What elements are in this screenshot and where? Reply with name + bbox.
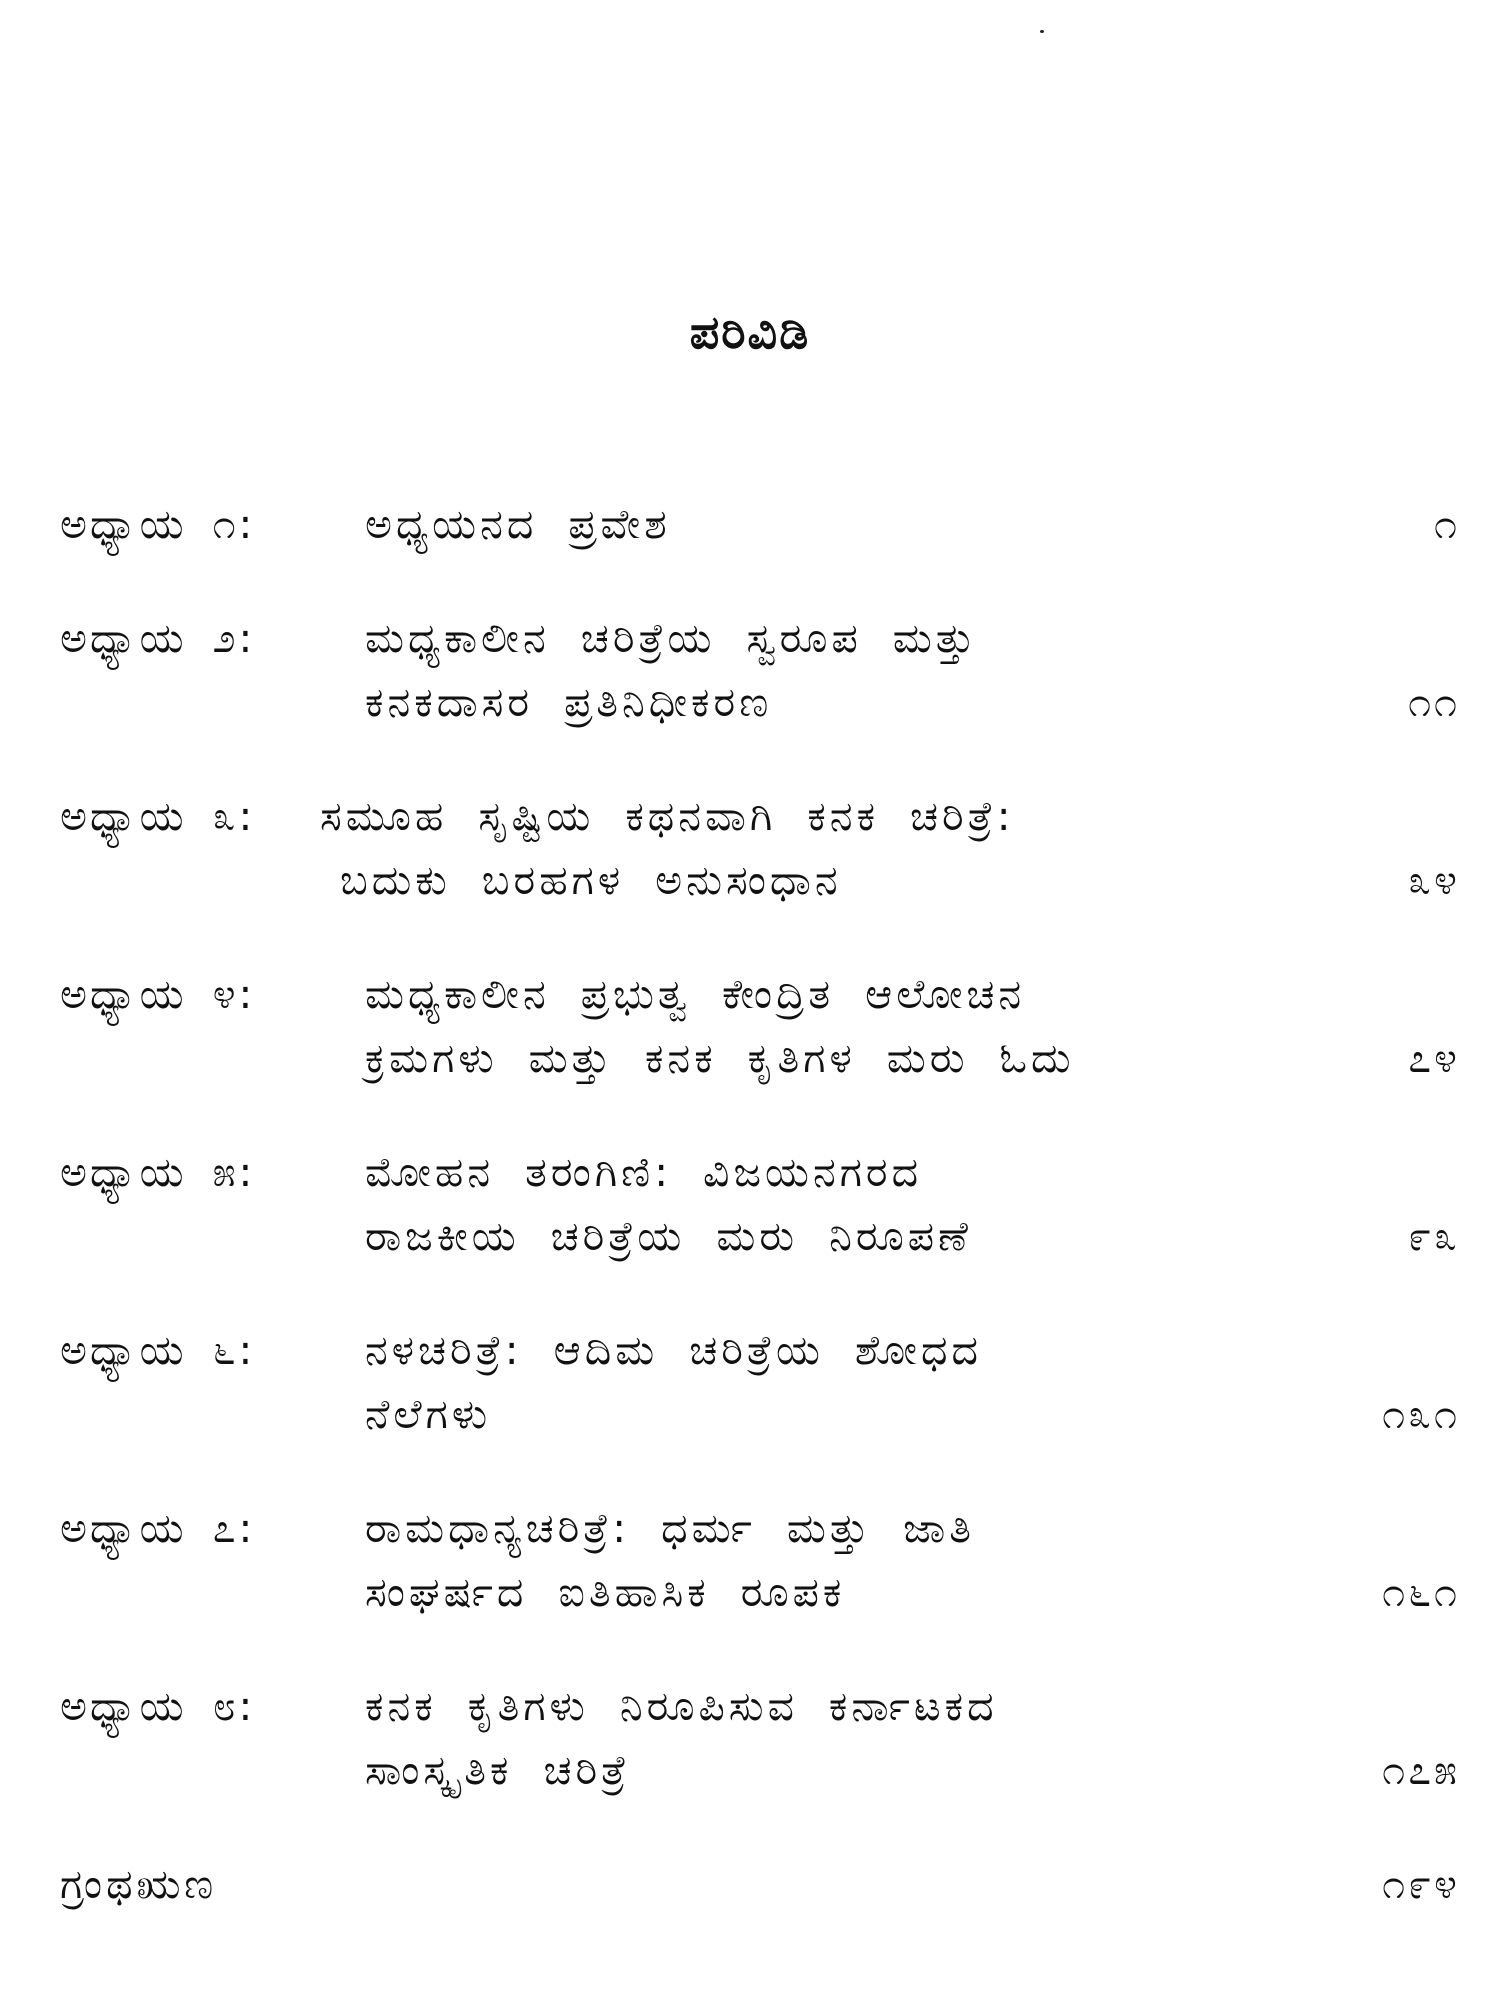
chapter-label: ಅಧ್ಯಾಯ ೭:	[60, 1504, 256, 1552]
chapter-label: ಅಧ್ಯಾಯ ೧:	[60, 500, 256, 548]
toc-entry	[60, 1504, 1460, 1632]
chapter-label: ಅಧ್ಯಾಯ ೪:	[60, 970, 256, 1018]
chapter-title-continued: ಬದುಕು ಬರಹಗಳ ಅನುಸಂಧಾನ	[340, 856, 842, 904]
page-number: ೯೩	[1408, 1212, 1460, 1260]
table-of-contents	[60, 500, 1460, 1974]
chapter-label: ಅಧ್ಯಾಯ ೬:	[60, 1326, 256, 1374]
toc-entry	[60, 1326, 1460, 1454]
page-number: ೧೧	[1408, 678, 1460, 726]
chapter-title-continued: ಕ್ರಮಗಳು ಮತ್ತು ಕನಕ ಕೃತಿಗಳ ಮರು ಓದು	[365, 1034, 1075, 1082]
toc-line	[60, 1504, 1460, 1568]
chapter-title: ಮಧ್ಯಕಾಲೀನ ಚರಿತ್ರೆಯ ಸ್ವರೂಪ ಮತ್ತು	[365, 614, 979, 662]
toc-entry	[60, 1682, 1460, 1810]
page-number: ೭೪	[1408, 1034, 1460, 1082]
chapter-title: ಮೋಹನ ತರಂಗಿಣಿ: ವಿಜಯನಗರದ	[365, 1148, 923, 1196]
toc-line	[60, 1148, 1460, 1212]
toc-line	[60, 1746, 1460, 1810]
chapter-label: ಅಧ್ಯಾಯ ೫:	[60, 1148, 256, 1196]
chapter-title: ಕನಕ ಕೃತಿಗಳು ನಿರೂಪಿಸುವ ಕರ್ನಾಟಕದ	[365, 1682, 998, 1730]
page-number: ೧೭೫	[1382, 1746, 1460, 1794]
toc-line	[60, 614, 1460, 678]
toc-entry	[60, 970, 1460, 1098]
chapter-title-continued: ಸಾಂಸ್ಕೃತಿಕ ಚರಿತ್ರೆ	[365, 1746, 631, 1794]
chapter-title-continued: ಕನಕದಾಸರ ಪ್ರತಿನಿಧೀಕರಣ	[365, 678, 773, 726]
bibliography-label: ಗ್ರಂಥಋಣ	[60, 1860, 218, 1908]
scan-speck	[1040, 30, 1044, 33]
chapter-title: ರಾಮಧಾನ್ಯಚರಿತ್ರೆ: ಧರ್ಮ ಮತ್ತು ಜಾತಿ	[365, 1504, 975, 1552]
chapter-label: ಅಧ್ಯಾಯ ೩:	[60, 792, 256, 840]
chapter-label: ಅಧ್ಯಾಯ ೨:	[60, 614, 256, 662]
toc-entry	[60, 1148, 1460, 1276]
page-number: ೩೪	[1408, 856, 1460, 904]
chapter-title: ಅಧ್ಯಯನದ ಪ್ರವೇಶ	[365, 500, 671, 548]
page-number: ೧೩೧	[1382, 1390, 1460, 1438]
toc-entry	[60, 792, 1460, 920]
toc-line	[60, 678, 1460, 742]
toc-line	[60, 1034, 1460, 1098]
page-number: ೧೯೪	[1382, 1860, 1460, 1908]
toc-line	[60, 792, 1460, 856]
toc-line	[60, 1390, 1460, 1454]
chapter-title-continued: ಸಂಘರ್ಷದ ಐತಿಹಾಸಿಕ ರೂಪಕ	[365, 1568, 846, 1616]
toc-line	[60, 856, 1460, 920]
chapter-title: ಮಧ್ಯಕಾಲೀನ ಪ್ರಭುತ್ವ ಕೇಂದ್ರಿತ ಆಲೋಚನ	[365, 970, 1026, 1018]
toc-entry	[60, 614, 1460, 742]
toc-line	[60, 970, 1460, 1034]
chapter-title: ನಳಚರಿತ್ರೆ: ಆದಿಮ ಚರಿತ್ರೆಯ ಶೋಧದ	[365, 1326, 982, 1374]
toc-line	[60, 500, 1460, 564]
chapter-title-continued: ನೆಲೆಗಳು	[365, 1390, 492, 1438]
chapter-label: ಅಧ್ಯಾಯ ೮:	[60, 1682, 256, 1730]
chapter-title-continued: ರಾಜಕೀಯ ಚರಿತ್ರೆಯ ಮರು ನಿರೂಪಣೆ	[365, 1212, 972, 1260]
toc-line	[60, 1212, 1460, 1276]
toc-line	[60, 1568, 1460, 1632]
chapter-title: ಸಮೂಹ ಸೃಷ್ಟಿಯ ಕಥನವಾಗಿ ಕನಕ ಚರಿತ್ರೆ:	[320, 792, 1015, 840]
toc-line	[60, 1326, 1460, 1390]
page-title: ಪರಿವಿಡಿ	[689, 305, 811, 359]
toc-entry	[60, 500, 1460, 564]
page-number: ೧೬೧	[1382, 1568, 1460, 1616]
toc-line	[60, 1682, 1460, 1746]
toc-entry-bibliography	[60, 1860, 1460, 1924]
page-number: ೧	[1434, 500, 1460, 548]
toc-line	[60, 1860, 1460, 1924]
